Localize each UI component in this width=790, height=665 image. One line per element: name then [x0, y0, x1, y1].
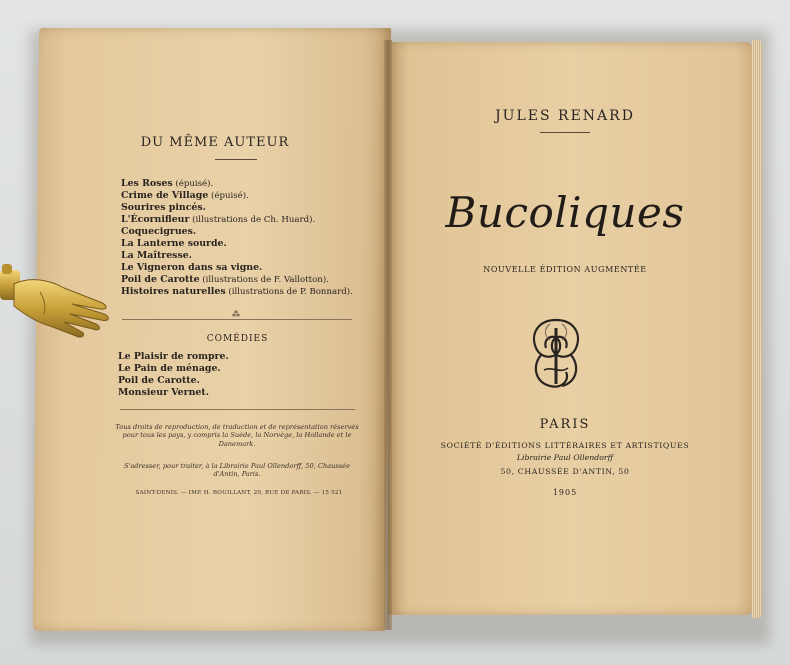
- list-item: Monsieur Vernet.: [118, 387, 209, 398]
- author-rule: [540, 132, 590, 133]
- list-item: La Lanterne sourde.: [121, 238, 227, 249]
- list-item: Crime de Village (épuisé).: [121, 190, 249, 201]
- printer-line: SAINT-DENIS. — IMP. H. BOUILLANT, 20, RUE DE PARIS. — 15 521: [135, 490, 343, 496]
- book-title: Bucoliques: [445, 188, 685, 237]
- heading-rule: [215, 159, 257, 160]
- page-edges: [752, 40, 762, 618]
- section-rule: [122, 319, 352, 320]
- bookshop-name: Librairie Paul Ollendorff: [516, 453, 614, 462]
- rights-notice: Tous droits de reproduction, de traduction et de représentation réservés pour tous les pays, y compris la Suède, la Norvège, la Hollande et le Danemark.: [115, 423, 359, 448]
- publisher-monogram-icon: [522, 314, 590, 392]
- list-item: Poil de Carotte.: [118, 375, 200, 386]
- brass-hand-page-holder-icon: [0, 262, 115, 347]
- author-name: JULES RENARD: [495, 108, 635, 124]
- list-item: Le Pain de ménage.: [118, 363, 221, 374]
- publication-year: 1905: [552, 488, 578, 497]
- comedies-heading: COMÉDIES: [206, 334, 269, 344]
- list-item: Les Roses (épuisé).: [121, 178, 214, 189]
- publisher-name: SOCIÉTÉ D'ÉDITIONS LITTÉRAIRES ET ARTISTIQUES: [440, 441, 690, 450]
- works-list: [121, 178, 371, 298]
- list-item: Poil de Carotte (illustrations de F. Vallotton).: [121, 274, 329, 285]
- list-item: Le Plaisir de rompre.: [118, 351, 229, 362]
- list-item: Le Vigneron dans sa vigne.: [121, 262, 263, 273]
- notice-rule: [120, 409, 355, 410]
- list-item: Histoires naturelles (illustrations de P. Bonnard).: [121, 286, 353, 297]
- list-item: Coquecigrues.: [121, 226, 197, 237]
- list-item: Sourires pincés.: [121, 202, 206, 213]
- section-mark: ⁂: [232, 310, 240, 319]
- edition-note: NOUVELLE ÉDITION AUGMENTÉE: [483, 265, 647, 274]
- book-gutter: [384, 40, 392, 630]
- address-notice: S'adresser, pour traiter, à la Librairie Paul Ollendorff, 50, Chaussée d'Antin, Paris.: [124, 462, 350, 479]
- same-author-heading: DU MÊME AUTEUR: [140, 135, 290, 150]
- publisher-city: PARIS: [539, 417, 591, 432]
- plays-list: [118, 351, 229, 399]
- publisher-street: 50, CHAUSSÉE D'ANTIN, 50: [500, 467, 630, 476]
- list-item: L'Écornifleur (illustrations de Ch. Huard).: [121, 214, 316, 225]
- list-item: La Maîtresse.: [121, 250, 192, 261]
